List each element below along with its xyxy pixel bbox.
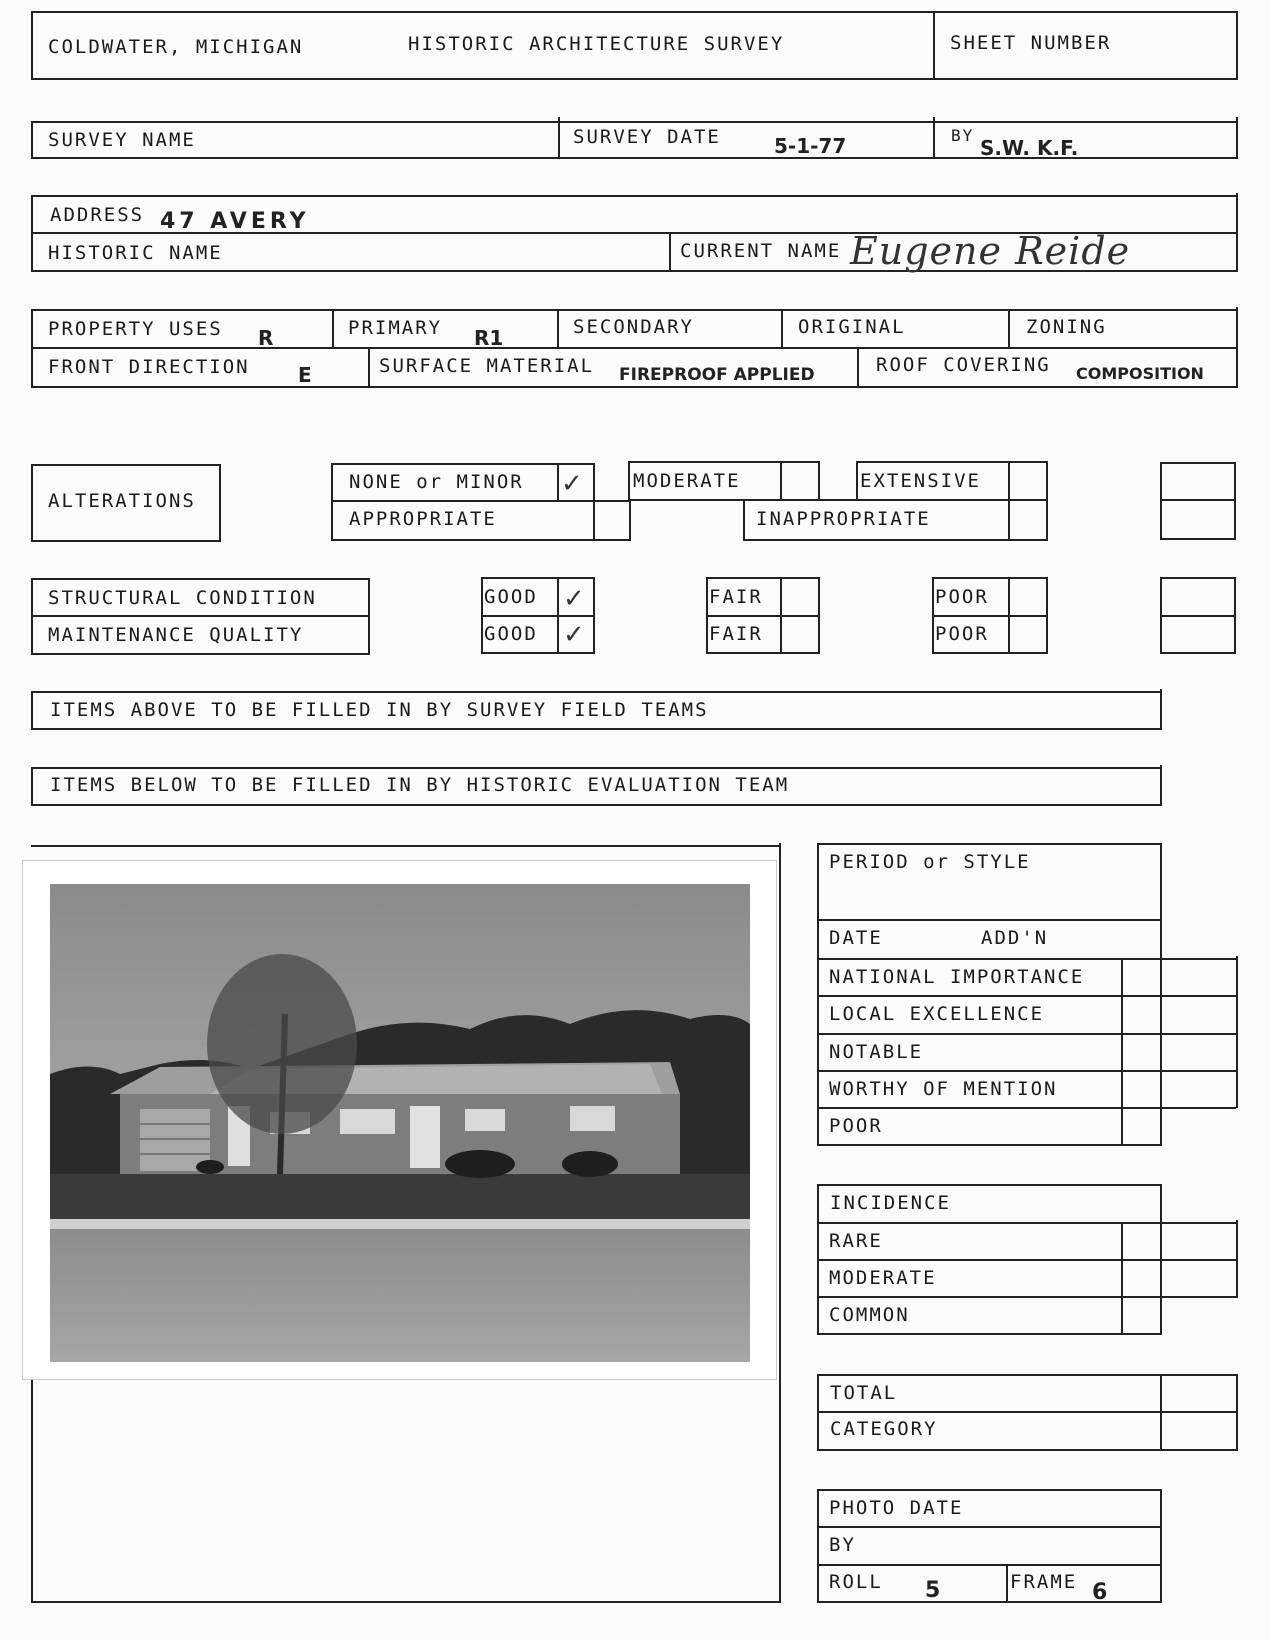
inc-row-rare bbox=[817, 1222, 1236, 1224]
photo-info-row2 bbox=[817, 1564, 1162, 1566]
eval-row-notable bbox=[817, 1033, 1236, 1035]
notable-label: NOTABLE bbox=[829, 1041, 924, 1063]
maintenance-good-check[interactable]: ✓ bbox=[563, 620, 585, 650]
eval-row-date bbox=[817, 919, 1162, 921]
incidence-label: INCIDENCE bbox=[830, 1192, 951, 1214]
current-name-label: CURRENT NAME bbox=[680, 240, 842, 262]
mat-d2 bbox=[857, 347, 859, 388]
survey-date-value: 5-1-77 bbox=[774, 134, 847, 158]
alt-score-divider bbox=[1160, 499, 1236, 501]
photo-date-label: PHOTO DATE bbox=[829, 1497, 964, 1519]
primary-label: PRIMARY bbox=[348, 317, 443, 339]
alterations-label: ALTERATIONS bbox=[48, 490, 196, 512]
alt-appropriate-divider bbox=[593, 500, 595, 541]
note-above-text: ITEMS ABOVE TO BE FILLED IN BY SURVEY FIELD TEAMS bbox=[50, 699, 709, 721]
note-above-right bbox=[1160, 689, 1162, 730]
common-label: COMMON bbox=[829, 1304, 910, 1326]
roll-label: ROLL bbox=[829, 1571, 883, 1593]
structural-good-check[interactable]: ✓ bbox=[563, 584, 585, 614]
maintenance-good-label: GOOD bbox=[484, 623, 538, 645]
good-box-vdivider bbox=[557, 577, 559, 654]
photo-area-right bbox=[779, 843, 781, 1603]
alt-inappropriate-divider bbox=[1008, 499, 1010, 541]
addn-label: ADD'N bbox=[981, 927, 1049, 949]
mat-d1 bbox=[368, 347, 370, 388]
roll-frame-div bbox=[1006, 1564, 1008, 1603]
eval-score-right bbox=[1236, 956, 1238, 1108]
survey-row-left bbox=[31, 121, 33, 159]
zoning-label: ZONING bbox=[1026, 316, 1107, 338]
inc-score-div bbox=[1121, 1222, 1123, 1335]
rare-label: RARE bbox=[829, 1230, 883, 1252]
inc-row-common bbox=[817, 1296, 1236, 1298]
uses-d4 bbox=[1008, 309, 1010, 348]
frame-value: 6 bbox=[1092, 1580, 1108, 1605]
primary-value: R1 bbox=[474, 326, 504, 350]
maintenance-quality-label: MAINTENANCE QUALITY bbox=[48, 624, 304, 646]
uses-d3 bbox=[781, 309, 783, 348]
header-divider bbox=[933, 11, 935, 80]
survey-date-label: SURVEY DATE bbox=[573, 126, 721, 148]
category-label: CATEGORY bbox=[830, 1418, 938, 1440]
total-label: TOTAL bbox=[830, 1382, 898, 1404]
fair-box-divider bbox=[706, 615, 820, 617]
front-direction-label: FRONT DIRECTION bbox=[48, 356, 250, 378]
maintenance-poor-label: POOR bbox=[935, 623, 989, 645]
alt-inappropriate-label: INAPPROPRIATE bbox=[756, 508, 931, 530]
historic-name-label: HISTORIC NAME bbox=[48, 242, 223, 264]
photo-area-bottom bbox=[31, 1601, 781, 1603]
structural-poor-label: POOR bbox=[935, 586, 989, 608]
addr-left bbox=[31, 195, 33, 272]
period-style-label: PERIOD or STYLE bbox=[829, 851, 1031, 873]
house-photo-image bbox=[50, 884, 750, 1362]
roof-covering-value: COMPOSITION bbox=[1076, 364, 1204, 383]
survey-by-label: BY bbox=[951, 126, 975, 145]
house-photo bbox=[50, 884, 750, 1362]
uses-mid bbox=[31, 347, 1238, 349]
note-below-right bbox=[1160, 765, 1162, 806]
eval-score-mid bbox=[1160, 958, 1162, 1146]
alt-appropriate-label: APPROPRIATE bbox=[349, 508, 497, 530]
eval-row-local bbox=[817, 995, 1236, 997]
structural-condition-label: STRUCTURAL CONDITION bbox=[48, 587, 317, 609]
address-label: ADDRESS bbox=[50, 204, 145, 226]
eval-score-div bbox=[1121, 958, 1123, 1146]
worthy-of-mention-label: WORTHY OF MENTION bbox=[829, 1078, 1058, 1100]
incidence-moderate-label: MODERATE bbox=[829, 1267, 937, 1289]
surface-material-label: SURFACE MATERIAL bbox=[379, 355, 595, 377]
survey-row-right bbox=[1236, 117, 1238, 159]
national-importance-label: NATIONAL IMPORTANCE bbox=[829, 966, 1085, 988]
local-excellence-label: LOCAL EXCELLENCE bbox=[829, 1003, 1045, 1025]
note-below-bottom bbox=[31, 804, 1161, 806]
note-above-top bbox=[31, 691, 1161, 693]
roof-covering-label: ROOF COVERING bbox=[876, 354, 1051, 376]
date-label: DATE bbox=[829, 927, 883, 949]
uses-right bbox=[1236, 307, 1238, 388]
eval-row-worthy bbox=[817, 1070, 1236, 1072]
front-direction-value: E bbox=[298, 363, 312, 387]
uses-top bbox=[31, 309, 1238, 311]
note-above-bottom bbox=[31, 728, 1161, 730]
total-divider bbox=[817, 1411, 1238, 1413]
eval-poor-label: POOR bbox=[829, 1115, 883, 1137]
alt-score-box bbox=[1160, 462, 1236, 540]
survey-row-div2 bbox=[933, 117, 935, 159]
eval-top bbox=[817, 843, 1162, 845]
original-label: ORIGINAL bbox=[798, 316, 906, 338]
sheet-number-label: SHEET NUMBER bbox=[950, 32, 1112, 54]
note-below-text: ITEMS BELOW TO BE FILLED IN BY HISTORIC EVALUATION TEAM bbox=[50, 774, 790, 796]
secondary-label: SECONDARY bbox=[573, 316, 694, 338]
structural-fair-label: FAIR bbox=[709, 586, 763, 608]
roll-value: 5 bbox=[925, 1578, 941, 1603]
property-uses-label: PROPERTY USES bbox=[48, 318, 223, 340]
note-above-left bbox=[31, 691, 33, 730]
city-label: COLDWATER, MICHIGAN bbox=[48, 36, 304, 58]
alt-none-minor-divider bbox=[557, 463, 559, 502]
addr-top bbox=[31, 195, 1238, 197]
addr-right bbox=[1236, 193, 1238, 272]
survey-by-value: S.W. K.F. bbox=[980, 136, 1079, 160]
alt-moderate-divider bbox=[780, 461, 782, 501]
survey-name-label: SURVEY NAME bbox=[48, 129, 196, 151]
alt-extensive-label: EXTENSIVE bbox=[860, 470, 981, 492]
fair-box-vdivider bbox=[780, 577, 782, 654]
surface-material-value: FIREPROOF APPLIED bbox=[619, 365, 815, 385]
note-below-left bbox=[31, 767, 33, 806]
inc-score-right bbox=[1236, 1220, 1238, 1298]
photo-by-label: BY bbox=[829, 1534, 856, 1556]
current-name-value: Eugene Reide bbox=[850, 229, 1131, 273]
property-uses-value: R bbox=[258, 326, 274, 350]
eval-row-national bbox=[817, 958, 1236, 960]
inc-bottom bbox=[817, 1333, 1162, 1335]
photo-area-left bbox=[31, 1370, 33, 1603]
survey-row-div1 bbox=[558, 117, 560, 159]
form-title: HISTORIC ARCHITECTURE SURVEY bbox=[408, 33, 785, 55]
uses-d2 bbox=[557, 309, 559, 348]
maintenance-fair-label: FAIR bbox=[709, 623, 763, 645]
condition-label-divider bbox=[31, 615, 370, 617]
inc-top bbox=[817, 1184, 1162, 1186]
note-below-top bbox=[31, 767, 1161, 769]
photo-info-row1 bbox=[817, 1526, 1162, 1528]
alt-moderate-label: MODERATE bbox=[633, 470, 741, 492]
uses-d1 bbox=[332, 309, 334, 348]
uses-left bbox=[31, 309, 33, 388]
eval-row-poor bbox=[817, 1107, 1236, 1109]
uses-bottom bbox=[31, 386, 1238, 388]
alt-none-minor-check[interactable]: ✓ bbox=[561, 469, 583, 499]
frame-label: FRAME bbox=[1010, 1571, 1078, 1593]
inc-row-moderate bbox=[817, 1259, 1236, 1261]
alt-none-minor-label: NONE or MINOR bbox=[349, 471, 524, 493]
poor-box-vdivider bbox=[1008, 577, 1010, 654]
eval-bottom bbox=[817, 1144, 1162, 1146]
alt-extensive-divider bbox=[1008, 461, 1010, 501]
structural-good-label: GOOD bbox=[484, 586, 538, 608]
name-div bbox=[669, 232, 671, 272]
condition-score-divider bbox=[1160, 615, 1236, 617]
poor-box-divider bbox=[932, 615, 1048, 617]
photo-area-top bbox=[31, 845, 781, 847]
good-box-divider bbox=[481, 615, 595, 617]
address-value: 47 AVERY bbox=[160, 209, 310, 234]
survey-row-top bbox=[31, 121, 1238, 123]
eval-right-top bbox=[1160, 843, 1162, 959]
total-score-div bbox=[1160, 1374, 1162, 1451]
